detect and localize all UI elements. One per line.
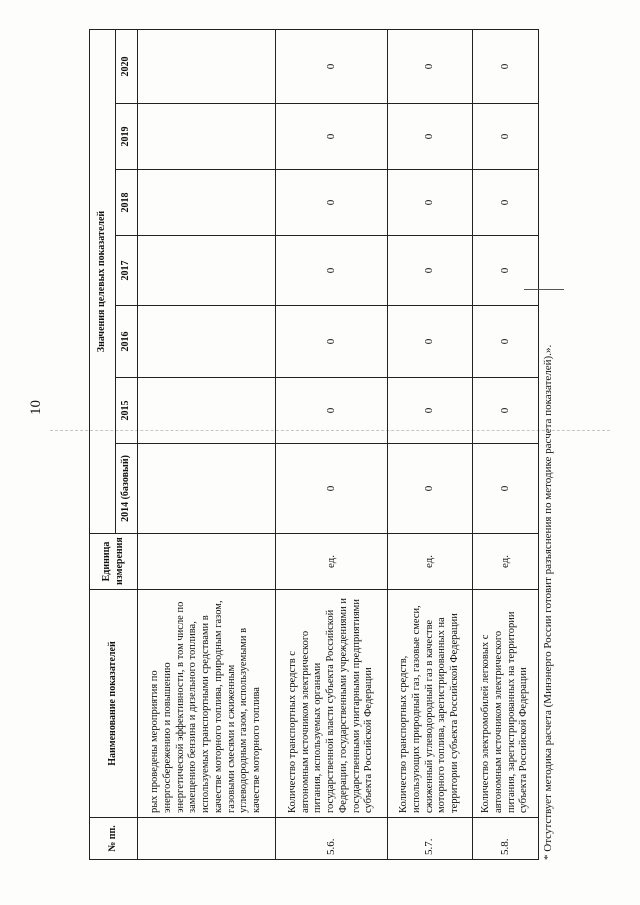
row-value: 0 bbox=[388, 104, 473, 170]
row-value: 0 bbox=[388, 29, 473, 103]
rotated-table-region bbox=[89, 30, 559, 860]
row-value: 0 bbox=[388, 236, 473, 306]
page-number: 10 bbox=[28, 400, 44, 415]
row-unit: ед. bbox=[473, 534, 539, 590]
row-value: 0 bbox=[473, 29, 539, 103]
row-value bbox=[138, 104, 276, 170]
header-name: Наименование показателей bbox=[90, 590, 138, 818]
table-row bbox=[388, 29, 473, 859]
row-num: 5.7. bbox=[388, 818, 473, 860]
table-row bbox=[473, 29, 539, 859]
row-num: 5.8. bbox=[473, 818, 539, 860]
row-value: 0 bbox=[276, 170, 388, 236]
header-num: № пп. bbox=[90, 818, 138, 860]
header-year: 2019 bbox=[116, 104, 138, 170]
row-name: Количество транспортных средств с автономным источником электрического питания, используемых органами государственной власти субъекта Российской Федерации, государственными учреждениями и государственными унитарными предприятиями субъекта Российской Федерации bbox=[276, 590, 388, 818]
header-year: 2015 bbox=[116, 378, 138, 444]
row-value: 0 bbox=[276, 29, 388, 103]
row-value: 0 bbox=[388, 306, 473, 378]
row-value: 0 bbox=[276, 306, 388, 378]
row-value bbox=[138, 236, 276, 306]
header-values-group: Значения целевых показателей bbox=[90, 29, 116, 533]
row-value: 0 bbox=[473, 170, 539, 236]
row-num: 5.6. bbox=[276, 818, 388, 860]
header-year: 2020 bbox=[116, 29, 138, 103]
row-value: 0 bbox=[276, 378, 388, 444]
header-year: 2016 bbox=[116, 306, 138, 378]
header-unit: Единица измерения bbox=[90, 534, 138, 590]
row-unit: ед. bbox=[276, 534, 388, 590]
row-value: 0 bbox=[388, 444, 473, 534]
row-value bbox=[138, 29, 276, 103]
row-value: 0 bbox=[473, 306, 539, 378]
row-value: 0 bbox=[473, 104, 539, 170]
table-row bbox=[138, 29, 276, 859]
row-name: рых проведены мероприятия по энергосбережению и повышению энергетической эффективности, в том числе по замещению бензина и дизельного топлива, используемых транспортными средствами в качестве моторного топлива, природным газом, газовыми смесями и сжиженным углеводородным газом, используемыми в качестве моторного топлива bbox=[138, 590, 276, 818]
row-value: 0 bbox=[276, 104, 388, 170]
row-name: Количество электромобилей легковых с автономным источником электрического питания, зарегистрированных на территории субъекта Российской Федерации bbox=[473, 590, 539, 818]
row-value: 0 bbox=[388, 170, 473, 236]
table-row bbox=[276, 29, 388, 859]
row-unit: ед. bbox=[388, 534, 473, 590]
indicators-table bbox=[89, 29, 539, 860]
footnote: * Отсутствует методика расчета (Минэнерго России готовит разъяснения по методике расчета показателей).». bbox=[542, 344, 554, 860]
row-value: 0 bbox=[473, 444, 539, 534]
row-num bbox=[138, 818, 276, 860]
header-year: 2014 (базовый) bbox=[116, 444, 138, 534]
row-value bbox=[138, 306, 276, 378]
row-value: 0 bbox=[388, 378, 473, 444]
closing-rule bbox=[524, 289, 564, 290]
row-value bbox=[138, 170, 276, 236]
row-value: 0 bbox=[473, 236, 539, 306]
row-value: 0 bbox=[473, 378, 539, 444]
row-value bbox=[138, 378, 276, 444]
row-value: 0 bbox=[276, 236, 388, 306]
row-name: Количество транспортных средств, использующих природный газ, газовые смеси, сжиженный углеводородный газ в качестве моторного топлива, зарегистрированных на территории субъекта Российской Федерации bbox=[388, 590, 473, 818]
row-unit bbox=[138, 534, 276, 590]
header-year: 2017 bbox=[116, 236, 138, 306]
row-value: 0 bbox=[276, 444, 388, 534]
row-value bbox=[138, 444, 276, 534]
header-year: 2018 bbox=[116, 170, 138, 236]
